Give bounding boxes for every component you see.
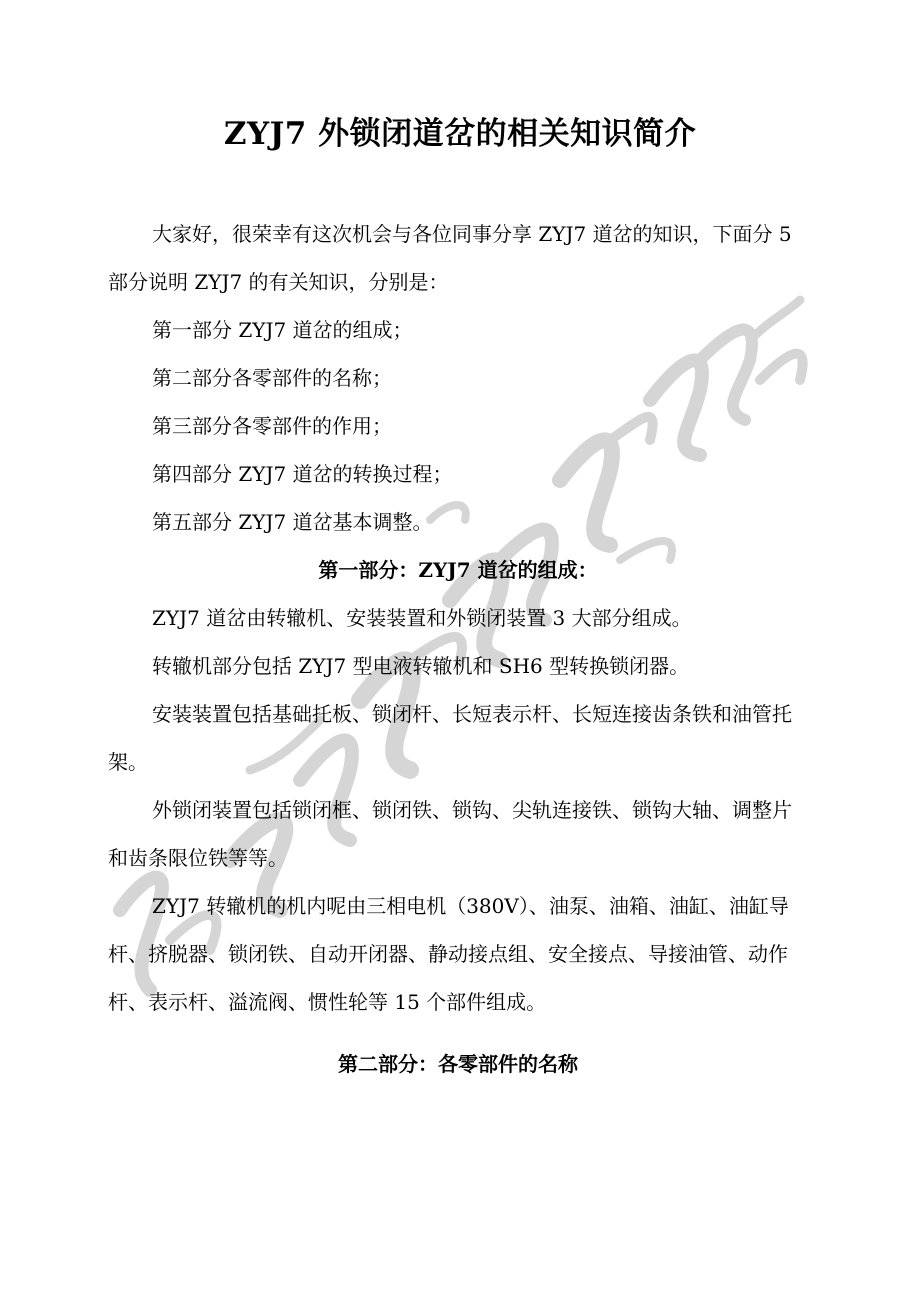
outline-item-4: 第四部分 ZYJ7 道岔的转换过程； [152, 462, 453, 486]
section-1-paragraph-4: 外锁闭装置包括锁闭框、锁闭铁、锁钩、尖轨连接铁、锁钩大轴、调整片和齿条限位铁等等。 [108, 798, 792, 870]
document-title: ZYJ7 外锁闭道岔的相关知识简介 [223, 116, 697, 152]
outline-item-2: 第二部分各零部件的名称； [152, 366, 392, 390]
outline-item-3: 第三部分各零部件的作用； [152, 414, 392, 438]
section-1-paragraph-1: ZYJ7 道岔由转辙机、安装装置和外锁闭装置 3 大部分组成。 [152, 606, 692, 630]
section-1-paragraph-5: ZYJ7 转辙机的机内呢由三相电机（380V）、油泵、油箱、油缸、油缸导杆、挤脱器、锁闭铁、自动开闭器、静动接点组、安全接点、导接油管、动作杆、表示杆、溢流阀、惯性轮等 15 个部件组成。 [108, 894, 789, 1014]
section-1-paragraph-3: 安装装置包括基础托板、锁闭杆、长短表示杆、长短连接齿条铁和油管托架。 [108, 702, 792, 774]
section-2-heading: 第二部分：各零部件的名称 [338, 1052, 578, 1076]
intro-paragraph: 大家好，很荣幸有这次机会与各位同事分享 ZYJ7 道岔的知识，下面分 5 部分说明 ZYJ7 的有关知识，分别是： [108, 222, 792, 294]
document-body [108, 210, 808, 1088]
outline-item-1: 第一部分 ZYJ7 道岔的组成； [152, 318, 413, 342]
section-1-heading: 第一部分：ZYJ7 道岔的组成： [318, 558, 598, 582]
outline-item-5: 第五部分 ZYJ7 道岔基本调整。 [152, 510, 433, 534]
section-1-paragraph-2: 转辙机部分包括 ZYJ7 型电液转辙机和 SH6 型转换锁闭器。 [152, 654, 690, 678]
